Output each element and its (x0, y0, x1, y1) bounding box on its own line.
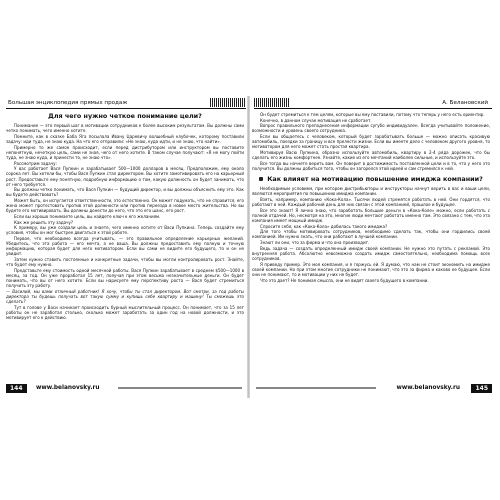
right-paragraph: Я приведу пример. Это моя компания, и я горжусь ей. Я думаю, что нам не стоит экономить на имидже своей компании. Но при этом многие сотрудники не понимают, что это за фирма и каково ее будущее. Если они не понимают, то и мотивации у них не будет. (252, 261, 490, 277)
left-paragraph: Рассмотрим задачу: (14, 160, 57, 166)
right-paragraph: Спросите себя, как «Кока-Кола» добилась такого имиджа? (260, 223, 388, 229)
left-paragraph: У вас работает Вася Пупкин и зарабатывает 500—1000 долларов в месяц. Предположим, ему около сорока лет. Вы хотели бы, чтобы Вася Пупкин стал директором. Вы хотите замотивировать его на карьерный рост. Предоставьте ему понятную, подробную информацию о том, какую должность он будет занимать, что от него требуется. (6, 166, 244, 187)
left-paragraph: Как же решить эту задачу? (14, 219, 74, 225)
right-paragraph: Ведь задача — создать определенный имидж своей компании. Не нужно это путать с рекламой. Это внутренняя работа. Абсолютно невозможно создать имидж самостоятельно, необходима помощь всех сотрудников. (252, 245, 490, 261)
right-paragraph: Что это дает? Не понимая смысла, они не видят своего будущего в компании. (260, 277, 429, 283)
left-paragraph: Помните, как в сказке Баба Яга посылала Ивану Царевичу волшебный клубочек, которому поставили задачу: иди туда, не знаю куда. На что его отправили: «Не знаю, куда идти, и не знаю, что найти». (6, 133, 244, 145)
left-page (6, 96, 250, 396)
footer-url-right: www.belanovsky.ru (396, 385, 460, 391)
running-head-right-text: А. Белановский (442, 100, 488, 106)
running-head-left-text: Большая энциклопедия прямых продаж (8, 100, 128, 106)
right-paragraph: Конечно, в данном случае мотивация не сработает. (260, 117, 372, 123)
left-quote: — Василий, мы вами отличный работник! Я хочу, чтобы ты стал директором. Вот смотри, за год работы директора ты будешь получать вот такую сумму и купишь себе квартиру и машину! Ты сможешь это сделать? (6, 288, 244, 305)
right-paragraph: Все это знают! Я лично знаю, что заработать большие деньги в «Кока-Коле» можно, если работать с полной отдачей. Но, несмотря на это, многие люди мечтают работать именно там. Это связано с тем, что эта компания имеет мощный имидж. (252, 207, 490, 223)
left-paragraph: Примерно то же самое происходит, если перед дистрибутором или инструктором вы поставите непонятную, нечеткую цель, сами не зная, чего от него хотите. В таком случае получают: «Я не могу пойти туда, не знаю куда, и принести то, не знаю что». (6, 144, 244, 160)
footer-url-left: www.belanovsky.ru (36, 385, 100, 391)
right-paragraph: Вопрос правильного преподнесения информации сугубо индивидуален. Всегда учитывайте положение, возможности и уровень своего сотрудника. (252, 123, 490, 134)
left-paragraph: Если вы хорошо понимаете цель, вы найдете ключ к его желаниям. (14, 213, 161, 219)
left-section-title: Для чего нужно четкое понимание цели? (48, 112, 202, 120)
left-paragraph: Представьте ему стоимость одной месячной работы. Вася Пупкин зарабатывает в среднем $500—1000 в месяц, за год. Он уже проработал 15 лет, получая при этом весьма незначительные деньги. Он будет понимать, что вы от него хотите. Если вы нарисуете ему перспективу роста — Вася будет стремиться получить эту работу. (6, 267, 244, 289)
section-bullet-icon (259, 177, 263, 181)
right-paragraph: Все тогда вы начнете верить вам. Он поверит в достижимость поставленной цели и в то, что у него это получится. Вы должны добиться того, чтобы он загорелся этой идеей и сам стремился к ней. (252, 160, 490, 171)
left-paragraph: К примеру, вы уже создали цель и знаете, чего именно хотите от Васи Пупкина. Теперь создайте ему условия, чтобы он мог быстрее двигаться к этой работе. (6, 225, 244, 236)
page-number-left: 144 (6, 384, 27, 393)
right-paragraph: Знают ли они, что за фирма и что она производит. (260, 240, 370, 246)
footer-rule-right (256, 387, 376, 389)
left-paragraph: Затем нужно ставить постоянные и конкретные задачи, чтобы вы могли контролировать рост. Знайте, что будет ему нужно. (6, 257, 244, 268)
left-paragraph: Вы должны четко понимать, что Вася Пупкин — будущий директор, и вы должны объяснить ему это. Как вы будете действовать? (6, 187, 244, 198)
right-paragraph: Взять, например, компанию «Кока-Кола». Тысячи людей стремятся работать в ней. Они гордятся, что работают в ней. Каждый рабочий день для них связан с этой компанией, прошлое и будущее. (252, 196, 490, 208)
right-page (252, 96, 496, 396)
left-paragraph: Тут в голове у Васи начинает происходить бурный мыслительный процесс. Он понимает, что за 15 лет работы он не заработал столько, сколько может заработать за один год на новой должности, и это мотивирует его к действию. (6, 304, 244, 320)
left-paragraph: Понимание — это первый шаг в мотивации сотрудников к более высоким результатам. Вы должны сами четко понимать, чего именно хотите. (6, 123, 244, 134)
right-paragraph: Необходимым условием, при котором дистрибьюторы и инструкторы начнут верить в вас и ваши цели, являются мероприятия по повышению имиджа компании. (252, 186, 490, 197)
right-section-title-text: Как влияет на мотивацию повышение имиджа компании? (267, 175, 483, 183)
right-paragraph: Для того чтобы мотивировать сотрудников, необходимо сделать так, чтобы они гордились своей компанией. Им нужно знать, что они работают в лучшей компании. (252, 229, 490, 240)
left-page-text (6, 113, 244, 321)
footer-rule-left (118, 387, 242, 389)
right-paragraph: Если вы общаетесь с человеком, который будет зарабатывать больше — можно описать красивую автомобиль, поездки за границу и все прелести жизни. Если вы имеете дело с человеком другого уровня, то мотиватором для него может стать простая квартира. (252, 134, 490, 150)
left-paragraph: Первое, что необходимо всегда учитывать, — это правильное определение карьерных желаний. Убедитесь, что эта работа — его мечта, а не ваша. Вы должны предоставить ему полную и точную информацию, которая будет для него мотиватором. Если вы сами не видите его будущего, то и он не увидит. (6, 236, 244, 257)
left-paragraph: Может быть, он испугается ответственности, это естественно. Он может подумать, что не справится, его жена может протестовать против этой должности или против переезда в новое место жительства. Но вы будете его мотивировать. Вы должны донести до него, что это его шанс, его рост. (6, 198, 244, 214)
footer-right (254, 383, 492, 395)
right-section-title (252, 176, 490, 183)
page-number-right: 145 (471, 384, 492, 393)
right-paragraph: Мотивируя Васю Пупкина, образно используйте автомобиль, квартиру в 2-4 ряда дорожек, что бы сделать его жизнь комфортнее. Узнайте, какие из его мечтаний наиболее сильные, и используйте это. (252, 150, 490, 161)
footer-left (6, 383, 246, 395)
right-paragraph: Он будет стремиться к тем целям, которые вы ему поставили, потому что теперь у него есть ориентир. (260, 112, 485, 117)
right-page-text (252, 112, 490, 283)
